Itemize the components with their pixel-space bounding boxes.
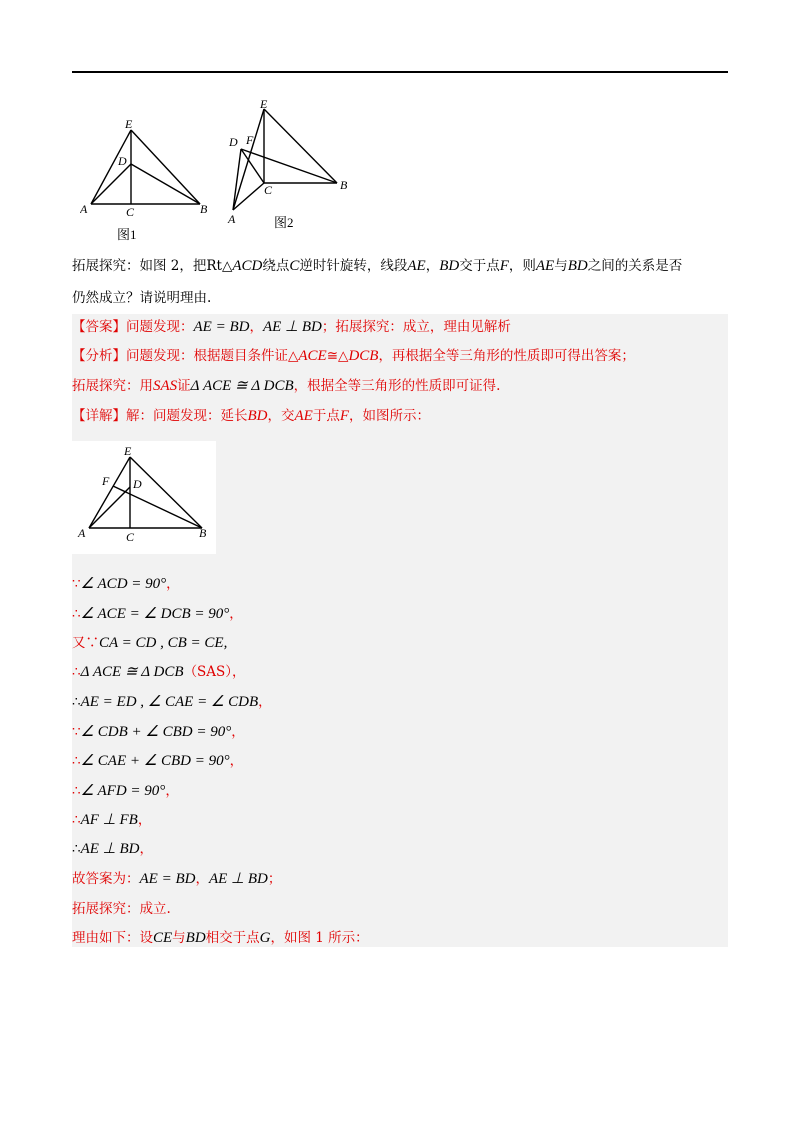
label-f: F	[246, 133, 254, 147]
proof-step: ∴Δ ACE ≅ Δ DCB（SAS），	[72, 664, 246, 680]
label-b: B	[199, 526, 207, 540]
figure-1-caption: 图1	[117, 227, 137, 242]
label-d: D	[118, 154, 127, 168]
proof-step: ∴∠ CAE + ∠ CBD = 90°，	[72, 753, 244, 769]
figure-2-caption: 图2	[274, 215, 294, 230]
proof-step: ∴AE = ED , ∠ CAE = ∠ CDB，	[72, 694, 272, 710]
analysis-line-2: 拓展探究：用SAS证Δ ACE ≅ Δ DCB，根据全等三角形的性质即可证得.	[72, 378, 501, 394]
conclusion-line: 故答案为：AE = BD，AE ⊥ BD；	[72, 871, 282, 887]
label-c: C	[126, 205, 135, 218]
figure-1	[80, 118, 215, 222]
proof-step: ∵∠ CDB + ∠ CBD = 90°，	[72, 724, 245, 740]
detail-line: 【详解】解：问题发现：延长BD，交AE于点F，如图所示：	[72, 408, 430, 424]
label-d: D	[229, 135, 238, 149]
extend-line: 拓展探究：成立.	[72, 901, 171, 917]
label-e: E	[260, 97, 268, 111]
label-b: B	[200, 202, 208, 216]
question-line-1: 拓展探究：如图 2，把Rt△ACD绕点C逆时针旋转，线段AE，BD交于点F，则AE与BD之间的关系是否	[72, 258, 683, 274]
proof-step: ∴∠ AFD = 90°，	[72, 783, 179, 799]
label-b: B	[340, 178, 348, 192]
answer-line: 【答案】问题发现：AE = BD，AE ⊥ BD；拓展探究：成立，理由见解析	[72, 319, 511, 335]
header-rule	[72, 71, 728, 73]
label-f: F	[102, 474, 110, 488]
reason-line: 理由如下：设CE与BD相交于点G，如图 1 所示：	[72, 930, 369, 946]
label-c: C	[264, 183, 273, 197]
question-line-2: 仍然成立？请说明理由.	[72, 290, 212, 306]
figure-2	[224, 96, 359, 230]
proof-step: 又∵CA = CD , CB = CE,	[72, 635, 228, 651]
label-e: E	[125, 118, 133, 131]
analysis-line-1: 【分析】问题发现：根据题目条件证△ACE≅△DCB，再根据全等三角形的性质即可得出答案；	[72, 348, 635, 364]
proof-step: ∴∠ ACE = ∠ DCB = 90°，	[72, 606, 243, 622]
proof-step: ∴AF ⊥ FB，	[72, 812, 152, 828]
label-d: D	[133, 477, 142, 491]
label-c: C	[126, 530, 135, 544]
label-a: A	[80, 202, 88, 216]
proof-step: ∵∠ ACD = 90°，	[72, 576, 180, 592]
label-e: E	[124, 444, 132, 458]
label-a: A	[228, 212, 236, 226]
solution-figure	[72, 441, 216, 554]
proof-step: ∴AE ⊥ BD，	[72, 841, 153, 857]
label-a: A	[78, 526, 86, 540]
